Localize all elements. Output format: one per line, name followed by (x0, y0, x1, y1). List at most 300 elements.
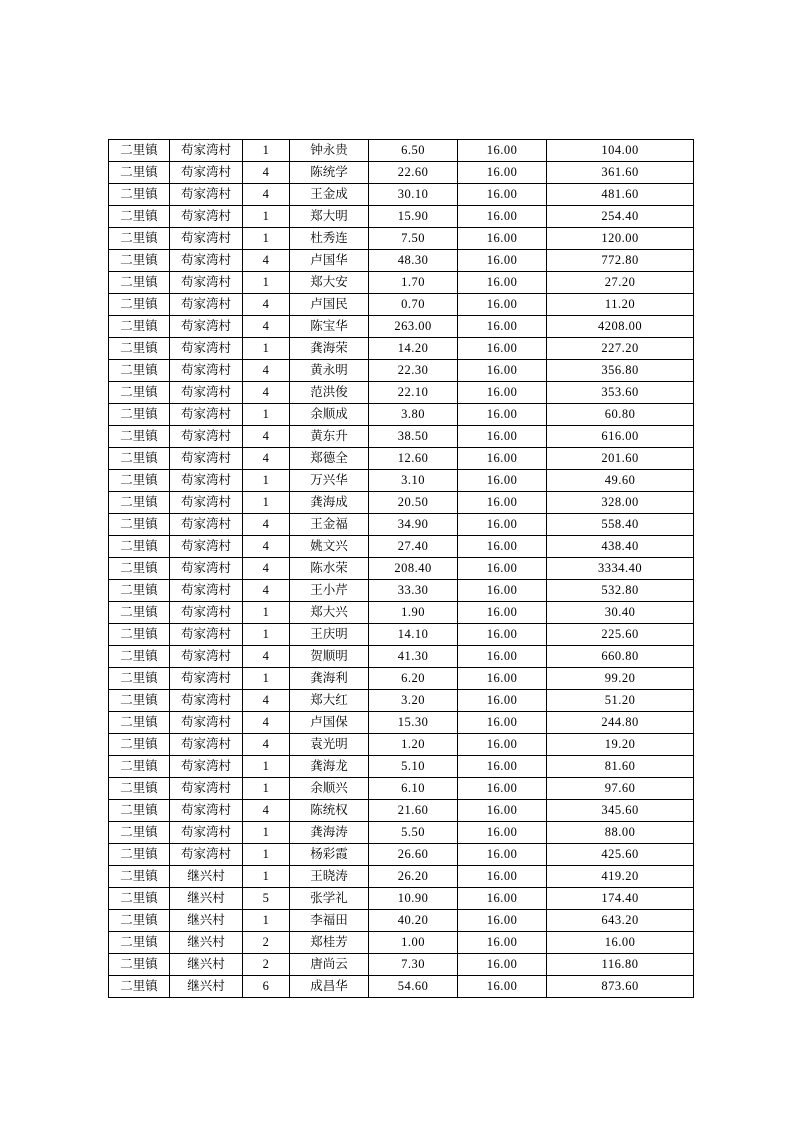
table-row (109, 250, 694, 272)
cell-village: 继兴村 (170, 954, 243, 976)
cell-village: 苟家湾村 (170, 756, 243, 778)
cell-name: 卢国保 (290, 712, 369, 734)
table-row (109, 580, 694, 602)
cell-code: 1 (243, 668, 290, 690)
cell-code: 4 (243, 316, 290, 338)
cell-name: 王金成 (290, 184, 369, 206)
cell-amount: 419.20 (547, 866, 694, 888)
cell-village: 苟家湾村 (170, 822, 243, 844)
cell-area: 26.60 (369, 844, 458, 866)
cell-village: 苟家湾村 (170, 800, 243, 822)
cell-name: 郑大安 (290, 272, 369, 294)
cell-village: 苟家湾村 (170, 448, 243, 470)
table-row (109, 184, 694, 206)
table-row (109, 272, 694, 294)
cell-rate: 16.00 (458, 294, 547, 316)
cell-amount: 201.60 (547, 448, 694, 470)
cell-village: 苟家湾村 (170, 272, 243, 294)
cell-town: 二里镇 (109, 734, 170, 756)
cell-town: 二里镇 (109, 250, 170, 272)
table-row (109, 778, 694, 800)
cell-town: 二里镇 (109, 294, 170, 316)
cell-area: 1.20 (369, 734, 458, 756)
cell-code: 1 (243, 866, 290, 888)
cell-area: 26.20 (369, 866, 458, 888)
cell-rate: 16.00 (458, 140, 547, 162)
cell-village: 苟家湾村 (170, 382, 243, 404)
cell-amount: 120.00 (547, 228, 694, 250)
cell-area: 54.60 (369, 976, 458, 998)
cell-code: 1 (243, 910, 290, 932)
cell-village: 苟家湾村 (170, 250, 243, 272)
cell-amount: 88.00 (547, 822, 694, 844)
table-row (109, 382, 694, 404)
cell-name: 陈统权 (290, 800, 369, 822)
table-row (109, 800, 694, 822)
cell-town: 二里镇 (109, 756, 170, 778)
cell-town: 二里镇 (109, 514, 170, 536)
cell-code: 1 (243, 272, 290, 294)
cell-code: 4 (243, 184, 290, 206)
cell-rate: 16.00 (458, 382, 547, 404)
cell-town: 二里镇 (109, 492, 170, 514)
cell-rate: 16.00 (458, 668, 547, 690)
cell-area: 20.50 (369, 492, 458, 514)
cell-code: 1 (243, 228, 290, 250)
table-row (109, 448, 694, 470)
cell-amount: 4208.00 (547, 316, 694, 338)
cell-rate: 16.00 (458, 580, 547, 602)
table-row (109, 734, 694, 756)
cell-village: 继兴村 (170, 932, 243, 954)
cell-name: 李福田 (290, 910, 369, 932)
cell-code: 1 (243, 404, 290, 426)
table-row (109, 690, 694, 712)
table-row (109, 624, 694, 646)
cell-amount: 772.80 (547, 250, 694, 272)
cell-amount: 328.00 (547, 492, 694, 514)
cell-rate: 16.00 (458, 558, 547, 580)
cell-rate: 16.00 (458, 602, 547, 624)
cell-rate: 16.00 (458, 338, 547, 360)
cell-village: 苟家湾村 (170, 514, 243, 536)
cell-code: 4 (243, 162, 290, 184)
cell-amount: 99.20 (547, 668, 694, 690)
cell-area: 27.40 (369, 536, 458, 558)
cell-name: 郑大兴 (290, 602, 369, 624)
cell-town: 二里镇 (109, 624, 170, 646)
cell-amount: 97.60 (547, 778, 694, 800)
cell-town: 二里镇 (109, 976, 170, 998)
cell-village: 苟家湾村 (170, 360, 243, 382)
data-table-container (108, 139, 686, 998)
cell-name: 龚海龙 (290, 756, 369, 778)
cell-village: 苟家湾村 (170, 206, 243, 228)
cell-village: 苟家湾村 (170, 294, 243, 316)
cell-amount: 254.40 (547, 206, 694, 228)
cell-rate: 16.00 (458, 470, 547, 492)
cell-amount: 438.40 (547, 536, 694, 558)
cell-name: 万兴华 (290, 470, 369, 492)
cell-code: 2 (243, 932, 290, 954)
table-row (109, 668, 694, 690)
table-row (109, 140, 694, 162)
table-row (109, 844, 694, 866)
cell-rate: 16.00 (458, 954, 547, 976)
cell-village: 苟家湾村 (170, 558, 243, 580)
cell-area: 3.20 (369, 690, 458, 712)
cell-town: 二里镇 (109, 470, 170, 492)
table-row (109, 822, 694, 844)
cell-name: 卢国民 (290, 294, 369, 316)
cell-area: 15.30 (369, 712, 458, 734)
cell-code: 4 (243, 448, 290, 470)
cell-village: 苟家湾村 (170, 580, 243, 602)
cell-rate: 16.00 (458, 228, 547, 250)
cell-area: 6.10 (369, 778, 458, 800)
cell-amount: 425.60 (547, 844, 694, 866)
cell-name: 郑桂芳 (290, 932, 369, 954)
cell-village: 苟家湾村 (170, 184, 243, 206)
cell-area: 34.90 (369, 514, 458, 536)
cell-amount: 174.40 (547, 888, 694, 910)
cell-rate: 16.00 (458, 910, 547, 932)
cell-name: 姚文兴 (290, 536, 369, 558)
cell-village: 苟家湾村 (170, 470, 243, 492)
cell-rate: 16.00 (458, 646, 547, 668)
cell-name: 卢国华 (290, 250, 369, 272)
table-row (109, 360, 694, 382)
cell-area: 21.60 (369, 800, 458, 822)
cell-code: 1 (243, 492, 290, 514)
cell-village: 苟家湾村 (170, 624, 243, 646)
cell-amount: 353.60 (547, 382, 694, 404)
cell-name: 钟永贵 (290, 140, 369, 162)
cell-rate: 16.00 (458, 492, 547, 514)
table-row (109, 976, 694, 998)
cell-area: 30.10 (369, 184, 458, 206)
cell-rate: 16.00 (458, 756, 547, 778)
cell-area: 10.90 (369, 888, 458, 910)
cell-town: 二里镇 (109, 448, 170, 470)
cell-town: 二里镇 (109, 228, 170, 250)
cell-town: 二里镇 (109, 800, 170, 822)
cell-rate: 16.00 (458, 448, 547, 470)
cell-name: 黄永明 (290, 360, 369, 382)
cell-village: 继兴村 (170, 910, 243, 932)
cell-amount: 19.20 (547, 734, 694, 756)
cell-code: 1 (243, 778, 290, 800)
cell-code: 1 (243, 338, 290, 360)
cell-rate: 16.00 (458, 888, 547, 910)
cell-code: 1 (243, 470, 290, 492)
cell-name: 范洪俊 (290, 382, 369, 404)
cell-rate: 16.00 (458, 404, 547, 426)
cell-amount: 558.40 (547, 514, 694, 536)
cell-area: 6.20 (369, 668, 458, 690)
cell-amount: 60.80 (547, 404, 694, 426)
cell-area: 1.70 (369, 272, 458, 294)
table-row (109, 492, 694, 514)
cell-town: 二里镇 (109, 910, 170, 932)
table-row (109, 910, 694, 932)
cell-rate: 16.00 (458, 426, 547, 448)
cell-name: 郑德全 (290, 448, 369, 470)
table-row (109, 316, 694, 338)
cell-amount: 616.00 (547, 426, 694, 448)
cell-name: 龚海荣 (290, 338, 369, 360)
table-row (109, 558, 694, 580)
cell-village: 苟家湾村 (170, 668, 243, 690)
cell-town: 二里镇 (109, 932, 170, 954)
cell-village: 苟家湾村 (170, 778, 243, 800)
cell-amount: 104.00 (547, 140, 694, 162)
cell-town: 二里镇 (109, 206, 170, 228)
cell-rate: 16.00 (458, 932, 547, 954)
subsidy-data-table (108, 139, 694, 998)
cell-name: 成昌华 (290, 976, 369, 998)
table-row (109, 514, 694, 536)
cell-amount: 49.60 (547, 470, 694, 492)
cell-name: 郑大明 (290, 206, 369, 228)
cell-code: 2 (243, 954, 290, 976)
cell-amount: 873.60 (547, 976, 694, 998)
cell-town: 二里镇 (109, 184, 170, 206)
cell-code: 1 (243, 140, 290, 162)
cell-area: 14.20 (369, 338, 458, 360)
cell-amount: 11.20 (547, 294, 694, 316)
cell-rate: 16.00 (458, 866, 547, 888)
cell-name: 余顺兴 (290, 778, 369, 800)
cell-rate: 16.00 (458, 272, 547, 294)
cell-amount: 225.60 (547, 624, 694, 646)
cell-town: 二里镇 (109, 162, 170, 184)
cell-name: 龚海利 (290, 668, 369, 690)
cell-area: 5.50 (369, 822, 458, 844)
cell-village: 苟家湾村 (170, 646, 243, 668)
table-row (109, 866, 694, 888)
cell-town: 二里镇 (109, 690, 170, 712)
table-row (109, 426, 694, 448)
cell-town: 二里镇 (109, 140, 170, 162)
cell-town: 二里镇 (109, 316, 170, 338)
cell-amount: 227.20 (547, 338, 694, 360)
cell-rate: 16.00 (458, 976, 547, 998)
cell-village: 继兴村 (170, 866, 243, 888)
cell-code: 4 (243, 800, 290, 822)
cell-code: 4 (243, 294, 290, 316)
table-row (109, 228, 694, 250)
cell-town: 二里镇 (109, 382, 170, 404)
cell-area: 22.60 (369, 162, 458, 184)
cell-name: 王晓涛 (290, 866, 369, 888)
cell-amount: 361.60 (547, 162, 694, 184)
cell-area: 1.90 (369, 602, 458, 624)
cell-village: 苟家湾村 (170, 316, 243, 338)
cell-name: 郑大红 (290, 690, 369, 712)
cell-village: 苟家湾村 (170, 426, 243, 448)
cell-code: 4 (243, 360, 290, 382)
cell-rate: 16.00 (458, 844, 547, 866)
cell-code: 1 (243, 844, 290, 866)
cell-rate: 16.00 (458, 206, 547, 228)
cell-village: 苟家湾村 (170, 844, 243, 866)
cell-amount: 116.80 (547, 954, 694, 976)
cell-town: 二里镇 (109, 580, 170, 602)
table-row (109, 338, 694, 360)
cell-village: 苟家湾村 (170, 492, 243, 514)
cell-village: 苟家湾村 (170, 536, 243, 558)
cell-code: 4 (243, 558, 290, 580)
cell-amount: 356.80 (547, 360, 694, 382)
table-row (109, 932, 694, 954)
table-row (109, 404, 694, 426)
cell-amount: 27.20 (547, 272, 694, 294)
cell-rate: 16.00 (458, 822, 547, 844)
cell-town: 二里镇 (109, 536, 170, 558)
cell-amount: 345.60 (547, 800, 694, 822)
cell-village: 苟家湾村 (170, 734, 243, 756)
cell-code: 4 (243, 646, 290, 668)
cell-amount: 3334.40 (547, 558, 694, 580)
cell-code: 5 (243, 888, 290, 910)
cell-town: 二里镇 (109, 426, 170, 448)
cell-area: 7.50 (369, 228, 458, 250)
cell-village: 苟家湾村 (170, 338, 243, 360)
cell-amount: 532.80 (547, 580, 694, 602)
cell-code: 1 (243, 822, 290, 844)
cell-code: 4 (243, 734, 290, 756)
cell-village: 继兴村 (170, 888, 243, 910)
cell-amount: 51.20 (547, 690, 694, 712)
cell-code: 4 (243, 250, 290, 272)
cell-area: 3.80 (369, 404, 458, 426)
cell-area: 48.30 (369, 250, 458, 272)
cell-name: 陈统学 (290, 162, 369, 184)
cell-town: 二里镇 (109, 778, 170, 800)
cell-area: 0.70 (369, 294, 458, 316)
cell-rate: 16.00 (458, 712, 547, 734)
cell-village: 继兴村 (170, 976, 243, 998)
cell-rate: 16.00 (458, 536, 547, 558)
cell-code: 4 (243, 426, 290, 448)
table-row (109, 602, 694, 624)
cell-name: 龚海涛 (290, 822, 369, 844)
table-row (109, 162, 694, 184)
cell-town: 二里镇 (109, 866, 170, 888)
cell-amount: 643.20 (547, 910, 694, 932)
cell-village: 苟家湾村 (170, 162, 243, 184)
cell-amount: 244.80 (547, 712, 694, 734)
cell-village: 苟家湾村 (170, 690, 243, 712)
table-row (109, 294, 694, 316)
cell-village: 苟家湾村 (170, 602, 243, 624)
cell-area: 1.00 (369, 932, 458, 954)
cell-town: 二里镇 (109, 844, 170, 866)
cell-name: 王金福 (290, 514, 369, 536)
cell-area: 12.60 (369, 448, 458, 470)
cell-code: 4 (243, 690, 290, 712)
cell-rate: 16.00 (458, 624, 547, 646)
cell-village: 苟家湾村 (170, 140, 243, 162)
cell-area: 208.40 (369, 558, 458, 580)
cell-amount: 16.00 (547, 932, 694, 954)
cell-code: 4 (243, 536, 290, 558)
cell-rate: 16.00 (458, 316, 547, 338)
cell-village: 苟家湾村 (170, 404, 243, 426)
cell-area: 22.30 (369, 360, 458, 382)
table-row (109, 536, 694, 558)
cell-area: 7.30 (369, 954, 458, 976)
cell-town: 二里镇 (109, 646, 170, 668)
cell-amount: 481.60 (547, 184, 694, 206)
table-row (109, 470, 694, 492)
cell-amount: 81.60 (547, 756, 694, 778)
cell-name: 陈水荣 (290, 558, 369, 580)
cell-area: 33.30 (369, 580, 458, 602)
cell-town: 二里镇 (109, 888, 170, 910)
cell-name: 唐尚云 (290, 954, 369, 976)
cell-area: 15.90 (369, 206, 458, 228)
cell-area: 263.00 (369, 316, 458, 338)
cell-town: 二里镇 (109, 558, 170, 580)
cell-name: 杨彩霞 (290, 844, 369, 866)
cell-area: 40.20 (369, 910, 458, 932)
table-row (109, 206, 694, 228)
cell-name: 陈宝华 (290, 316, 369, 338)
cell-rate: 16.00 (458, 250, 547, 272)
cell-town: 二里镇 (109, 272, 170, 294)
cell-code: 4 (243, 712, 290, 734)
cell-rate: 16.00 (458, 360, 547, 382)
cell-village: 苟家湾村 (170, 228, 243, 250)
table-row (109, 646, 694, 668)
cell-rate: 16.00 (458, 778, 547, 800)
cell-town: 二里镇 (109, 404, 170, 426)
cell-code: 1 (243, 756, 290, 778)
table-row (109, 888, 694, 910)
cell-rate: 16.00 (458, 800, 547, 822)
table-row (109, 954, 694, 976)
cell-name: 余顺成 (290, 404, 369, 426)
cell-name: 黄东升 (290, 426, 369, 448)
cell-name: 王小芹 (290, 580, 369, 602)
cell-village: 苟家湾村 (170, 712, 243, 734)
cell-amount: 660.80 (547, 646, 694, 668)
cell-code: 4 (243, 514, 290, 536)
cell-town: 二里镇 (109, 668, 170, 690)
cell-rate: 16.00 (458, 184, 547, 206)
cell-name: 贺顺明 (290, 646, 369, 668)
cell-rate: 16.00 (458, 690, 547, 712)
cell-code: 1 (243, 624, 290, 646)
cell-area: 5.10 (369, 756, 458, 778)
table-body (109, 140, 694, 998)
cell-area: 6.50 (369, 140, 458, 162)
cell-area: 38.50 (369, 426, 458, 448)
cell-code: 4 (243, 580, 290, 602)
cell-town: 二里镇 (109, 360, 170, 382)
cell-name: 袁光明 (290, 734, 369, 756)
cell-area: 22.10 (369, 382, 458, 404)
table-row (109, 756, 694, 778)
table-row (109, 712, 694, 734)
cell-name: 张学礼 (290, 888, 369, 910)
cell-area: 14.10 (369, 624, 458, 646)
cell-town: 二里镇 (109, 602, 170, 624)
cell-code: 4 (243, 382, 290, 404)
cell-name: 杜秀连 (290, 228, 369, 250)
